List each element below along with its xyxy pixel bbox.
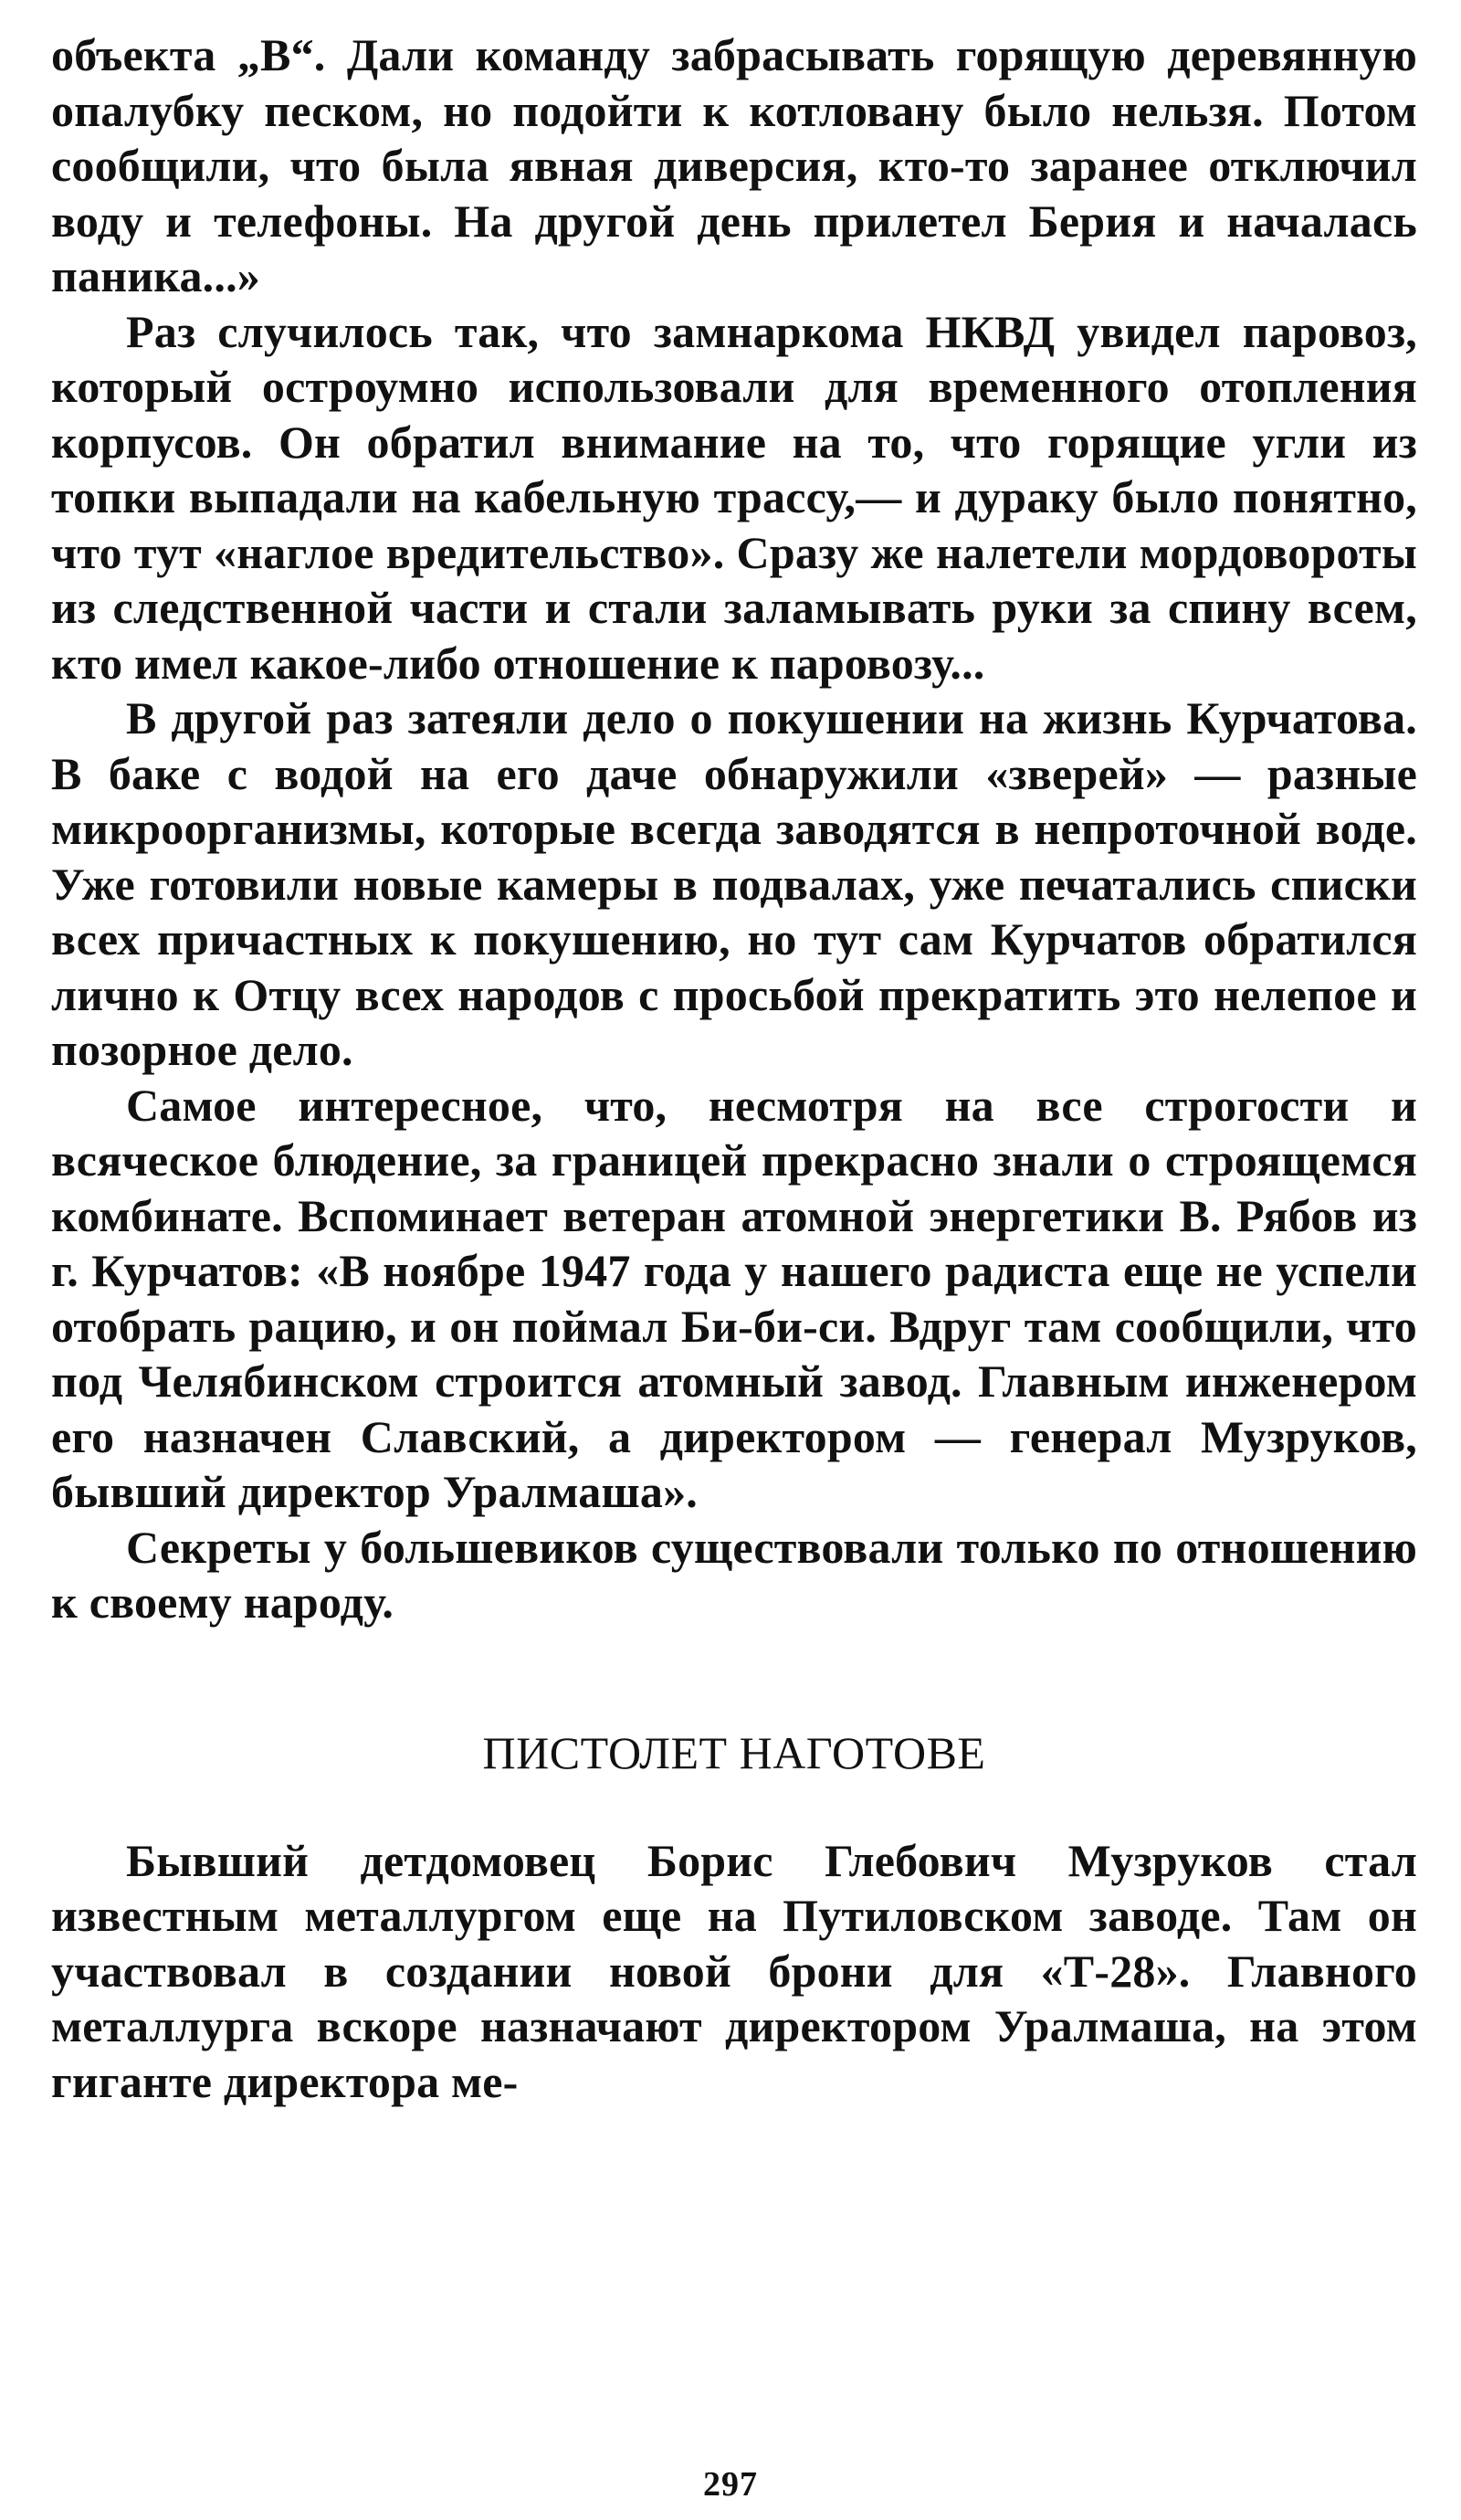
- paragraph-locomotive: Раз случилось так, что замнаркома НКВД увидел паровоз, который остроумно использовали для временного отопления корпусов. Он обратил внимание на то, что горящие угли из топки выпадали на кабельную трассу,— и дураку было понятно, что тут «наглое вредительство». Сразу же налетели мордовороты из следственной части и стали заламывать руки за спину всем, кто имел какое-либо отношение к паровозу...: [51, 305, 1417, 689]
- paragraph-continuation: объекта „В“. Дали команду забрасывать горящую деревянную опалубку песком, но подойти к котловану было нельзя. Потом сообщили, что была явная диверсия, кто-то заранее отключил воду и телефоны. На другой день прилетел Берия и началась паника...»: [51, 29, 1417, 301]
- paragraph-secrets: Секреты у большевиков существовали только по отношению к своему народу.: [51, 1521, 1417, 1628]
- book-page: [51, 27, 1417, 2109]
- page-number: 297: [703, 2465, 758, 2504]
- paragraph-muzrukov: Бывший детдомовец Борис Глебович Музруков стал известным металлургом еще на Путиловском заводе. Там он участвовал в создании новой брони для «Т-28». Главного металлурга вскоре назначают директором Уралмаша, на этом гиганте директора ме-: [51, 1834, 1417, 2107]
- paragraph-kurchatov: В другой раз затеяли дело о покушении на жизнь Курчатова. В баке с водой на его даче обнаружили «зверей» — разные микроорганизмы, которые всегда заводятся в непроточной воде. Уже готовили новые камеры в подвалах, уже печатались списки всех причастных к покушению, но тут сам Курчатов обратился лично к Отцу всех народов с просьбой прекратить это нелепое и позорное дело.: [51, 692, 1417, 1075]
- paragraph-abroad: Самое интересное, что, несмотря на все строгости и всяческое блюдение, за границей прекрасно знали о строящемся комбинате. Вспоминает ветеран атомной энергетики В. Рябов из г. Курчатов: «В ноябре 1947 года у нашего радиста еще не успели отобрать рацию, и он поймал Би-би-си. Вдруг там сообщили, что под Челябинском строится атомный завод. Главным инженером его назначен Славский, а директором — генерал Музруков, бывший директор Уралмаша».: [51, 1079, 1417, 1517]
- chapter-heading: ПИСТОЛЕТ НАГОТОВЕ: [482, 1726, 986, 1778]
